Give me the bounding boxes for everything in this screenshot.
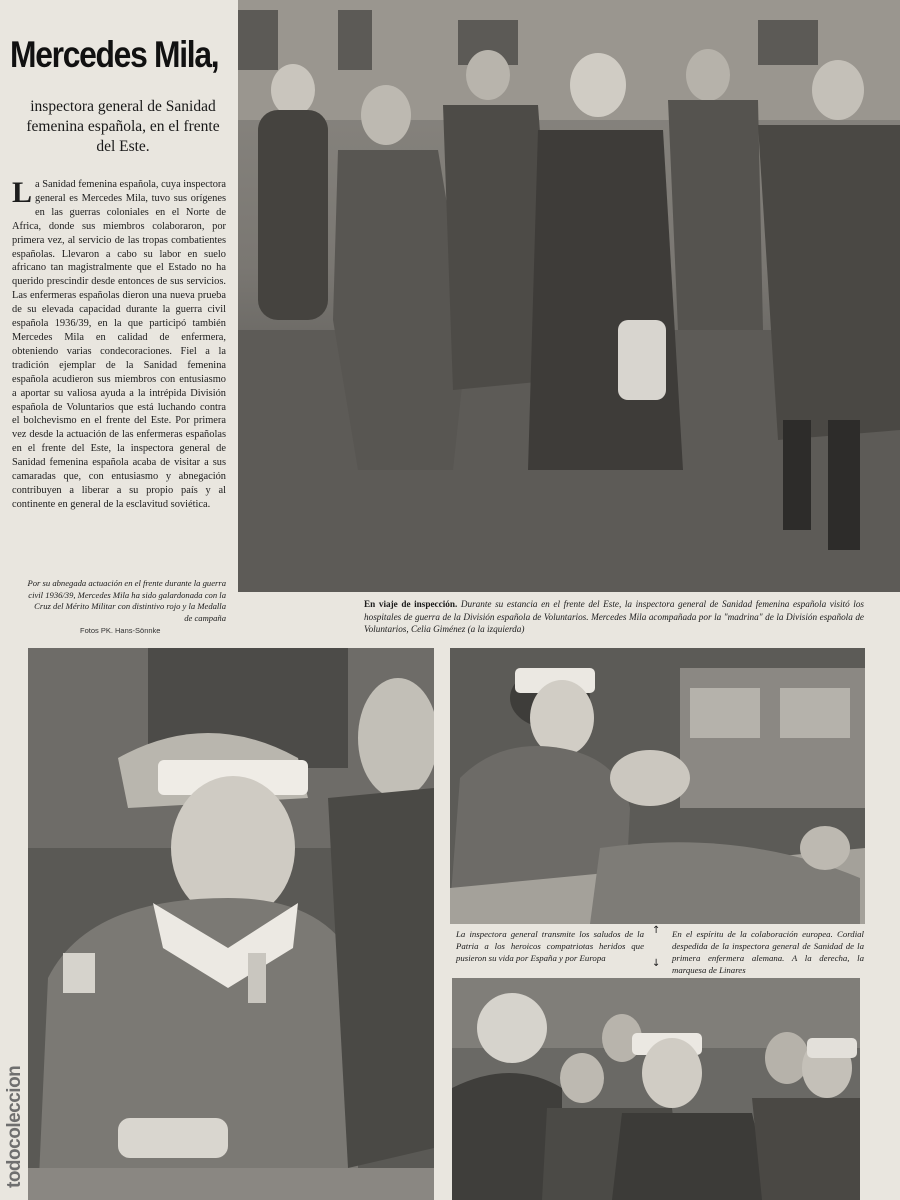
drop-cap: L [12,176,33,209]
arrow-up-icon: ↑ [652,925,661,936]
article-subhead: inspectora general de Sanidad femenina española, en el frente del Este. [26,98,220,155]
photo-nurse-signing [28,648,434,1200]
photo-nurses-group [452,978,860,1200]
article-body-text: a Sanidad femenina española, cuya inspectora general es Mercedes Mila, tuvo sus orígenes en las guerras coloniales en el Norte de Africa, donde sus miembros colaboraron, por primera vez, al servicio de las tropas combatientes españolas. Llevaron a cabo su labor en suelo africano tan magistralmente que el Estado no ha querido prescindir desde entonces de sus servicios. Las enfermeras españolas dieron una nueva prueba de su elevada capacidad durante la guerra civil española 1936/39, en la que participó también Mercedes Mila en calidad de enfermera, obteniendo varias condecoraciones. Fiel a la tradición ejemplar de la Sanidad femenina española acudieron sus miembros con entusiasmo a aportar su valiosa ayuda a la intrépida División española de Voluntarios que está luchando contra el bolchevismo en el frente del Este. Por primera vez desde la actuación de las enfermeras españolas en el frente del Este, la inspectora general de Sanidad femenina española acaba de visitar a sus camaradas que, con entusiasmo y abnegación contribuyen a liberar a su propio país y al continente en general de la esclavitud soviética. [12,179,227,510]
article-body [12,178,226,512]
caption-inspection-text: Durante su estancia en el frente del Este, la inspectora general de Sanidad femenina española visitó los hospitales de guerra de la División española de Voluntarios. Mercedes Mila acompañada por la "madrina" de la División española de Voluntarios, Celia Giménez (a la izquierda) [364,599,865,635]
photo-credit: Fotos PK. Hans-Sönnke [80,626,161,635]
caption-greetings: La inspectora general transmite los saludos de la Patria a los heroicos compatriotas heridos que pusieron su vida por España y por Europa [456,929,644,963]
caption-decorations: Por su abnegada actuación en el frente durante la guerra civil 1936/39, Mercedes Mila ha sido galardonada con la Cruz del Mérito Militar con distintivo rojo y la Medalla de campaña [27,578,226,623]
photo-nurse-with-wounded [450,648,865,924]
caption-inspection-trip [364,598,864,636]
watermark-text: todocoleccion [4,1065,25,1188]
article-text-column [0,0,236,645]
arrow-down-icon: ↓ [652,958,661,969]
caption-european-collaboration: En el espíritu de la colaboración europea. Cordial despedida de la inspectora general de Sanidad de la primera enfermera alemana. A la derecha, la marquesa de Linares [672,929,864,975]
article-headline: Mercedes Mila, [10,34,219,75]
caption-inspection-lead: En viaje de inspección. [364,599,458,609]
photo-inspection-visit [238,0,900,592]
